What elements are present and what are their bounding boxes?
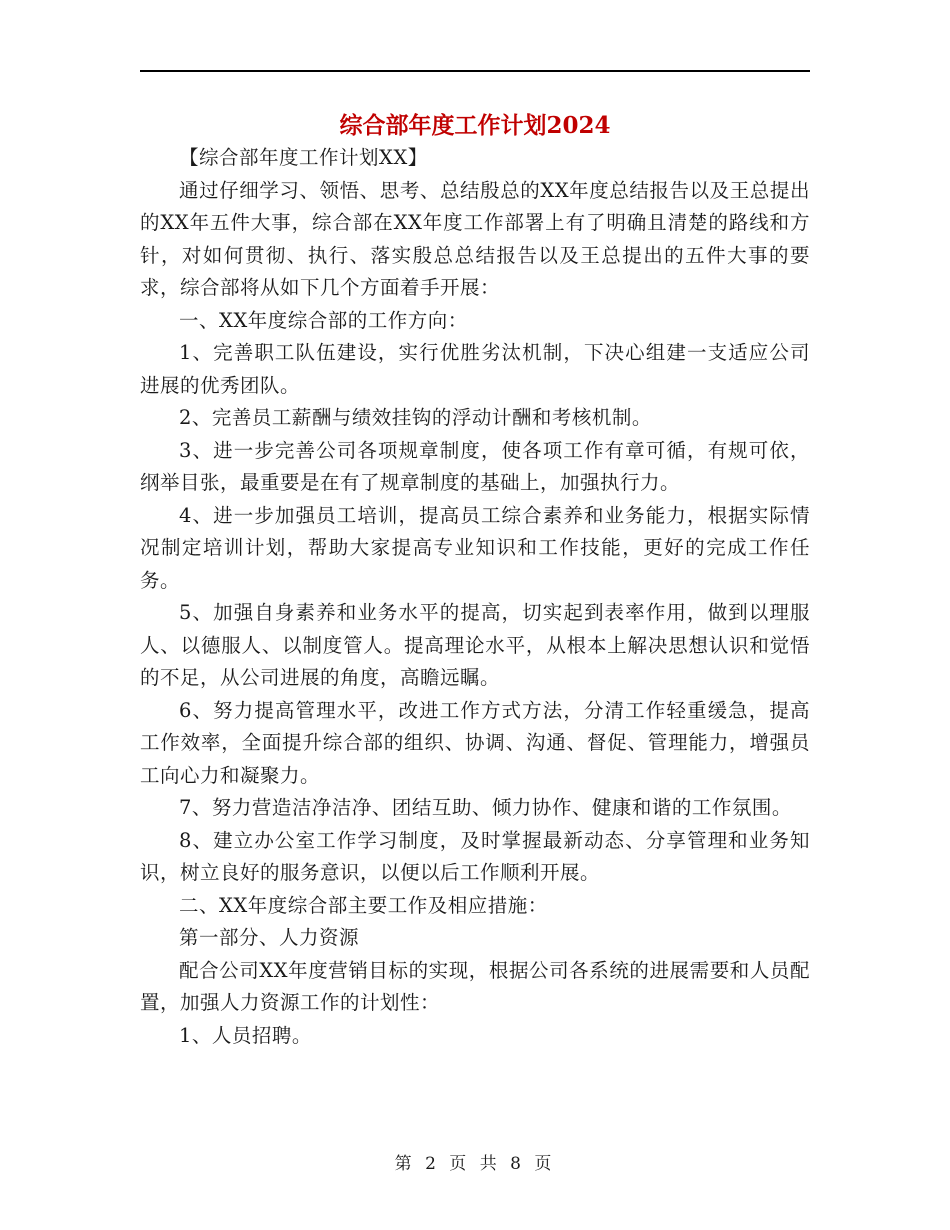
- paragraph-intro: 通过仔细学习、领悟、思考、总结殷总的XX年度总结报告以及王总提出的XX年五件大事，综合部在XX年度工作部署上有了明确且清楚的路线和方针，对如何贯彻、执行、落实殷总总结报告以及王总提出的五件大事的要求，综合部将从如下几个方面着手开展：: [140, 178, 810, 299]
- list-item-7: 7、努力营造洁净洁净、团结互助、倾力协作、健康和谐的工作氛围。: [179, 796, 792, 819]
- subsection-heading-hr: 第一部分、人力资源: [179, 926, 360, 949]
- document-body: [140, 142, 810, 1052]
- list-item-4: 4、进一步加强员工培训，提高员工综合素养和业务能力，根据实际情况制定培训计划，帮助大家提高专业知识和工作技能，更好的完成工作任务。: [140, 503, 810, 592]
- section-heading-main-work: 二、XX年度综合部主要工作及相应措施：: [179, 893, 548, 917]
- list-item-recruitment: 1、人员招聘。: [179, 1023, 312, 1047]
- list-item-2: 2、完善员工薪酬与绩效挂钩的浮动计酬和考核机制。: [179, 406, 652, 429]
- page-number-footer: 第 2 页 共 8 页: [394, 1154, 556, 1174]
- list-item-8: 8、建立办公室工作学习制度，及时掌握最新动态、分享管理和业务知识，树立良好的服务意识，以便以后工作顺利开展。: [140, 828, 810, 884]
- header-rule: [140, 70, 810, 72]
- paragraph-hr-intro: 配合公司XX年度营销目标的实现，根据公司各系统的进展需要和人员配置，加强人力资源工作的计划性：: [140, 958, 810, 1014]
- list-item-6: 6、努力提高管理水平，改进工作方式方法，分清工作轻重缓急，提高工作效率，全面提升综合部的组织、协调、沟通、督促、管理能力，增强员工向心力和凝聚力。: [140, 698, 810, 787]
- list-item-5: 5、加强自身素养和业务水平的提高，切实起到表率作用，做到以理服人、以德服人、以制度管人。提高理论水平，从根本上解决思想认识和觉悟的不足，从公司进展的角度，高瞻远瞩。: [140, 601, 810, 689]
- list-item-1: 1、完善职工队伍建设，实行优胜劣汰机制，下决心组建一支适应公司进展的优秀团队。: [140, 341, 810, 397]
- paragraph-heading-bracket: 【综合部年度工作计划XX】: [179, 146, 428, 169]
- document-title: 综合部年度工作计划2024: [339, 112, 611, 139]
- section-heading-direction: 一、XX年度综合部的工作方向：: [179, 308, 468, 332]
- list-item-3: 3、进一步完善公司各项规章制度，使各项工作有章可循，有规可依，纲举目张，最重要是在有了规章制度的基础上，加强执行力。: [140, 438, 810, 494]
